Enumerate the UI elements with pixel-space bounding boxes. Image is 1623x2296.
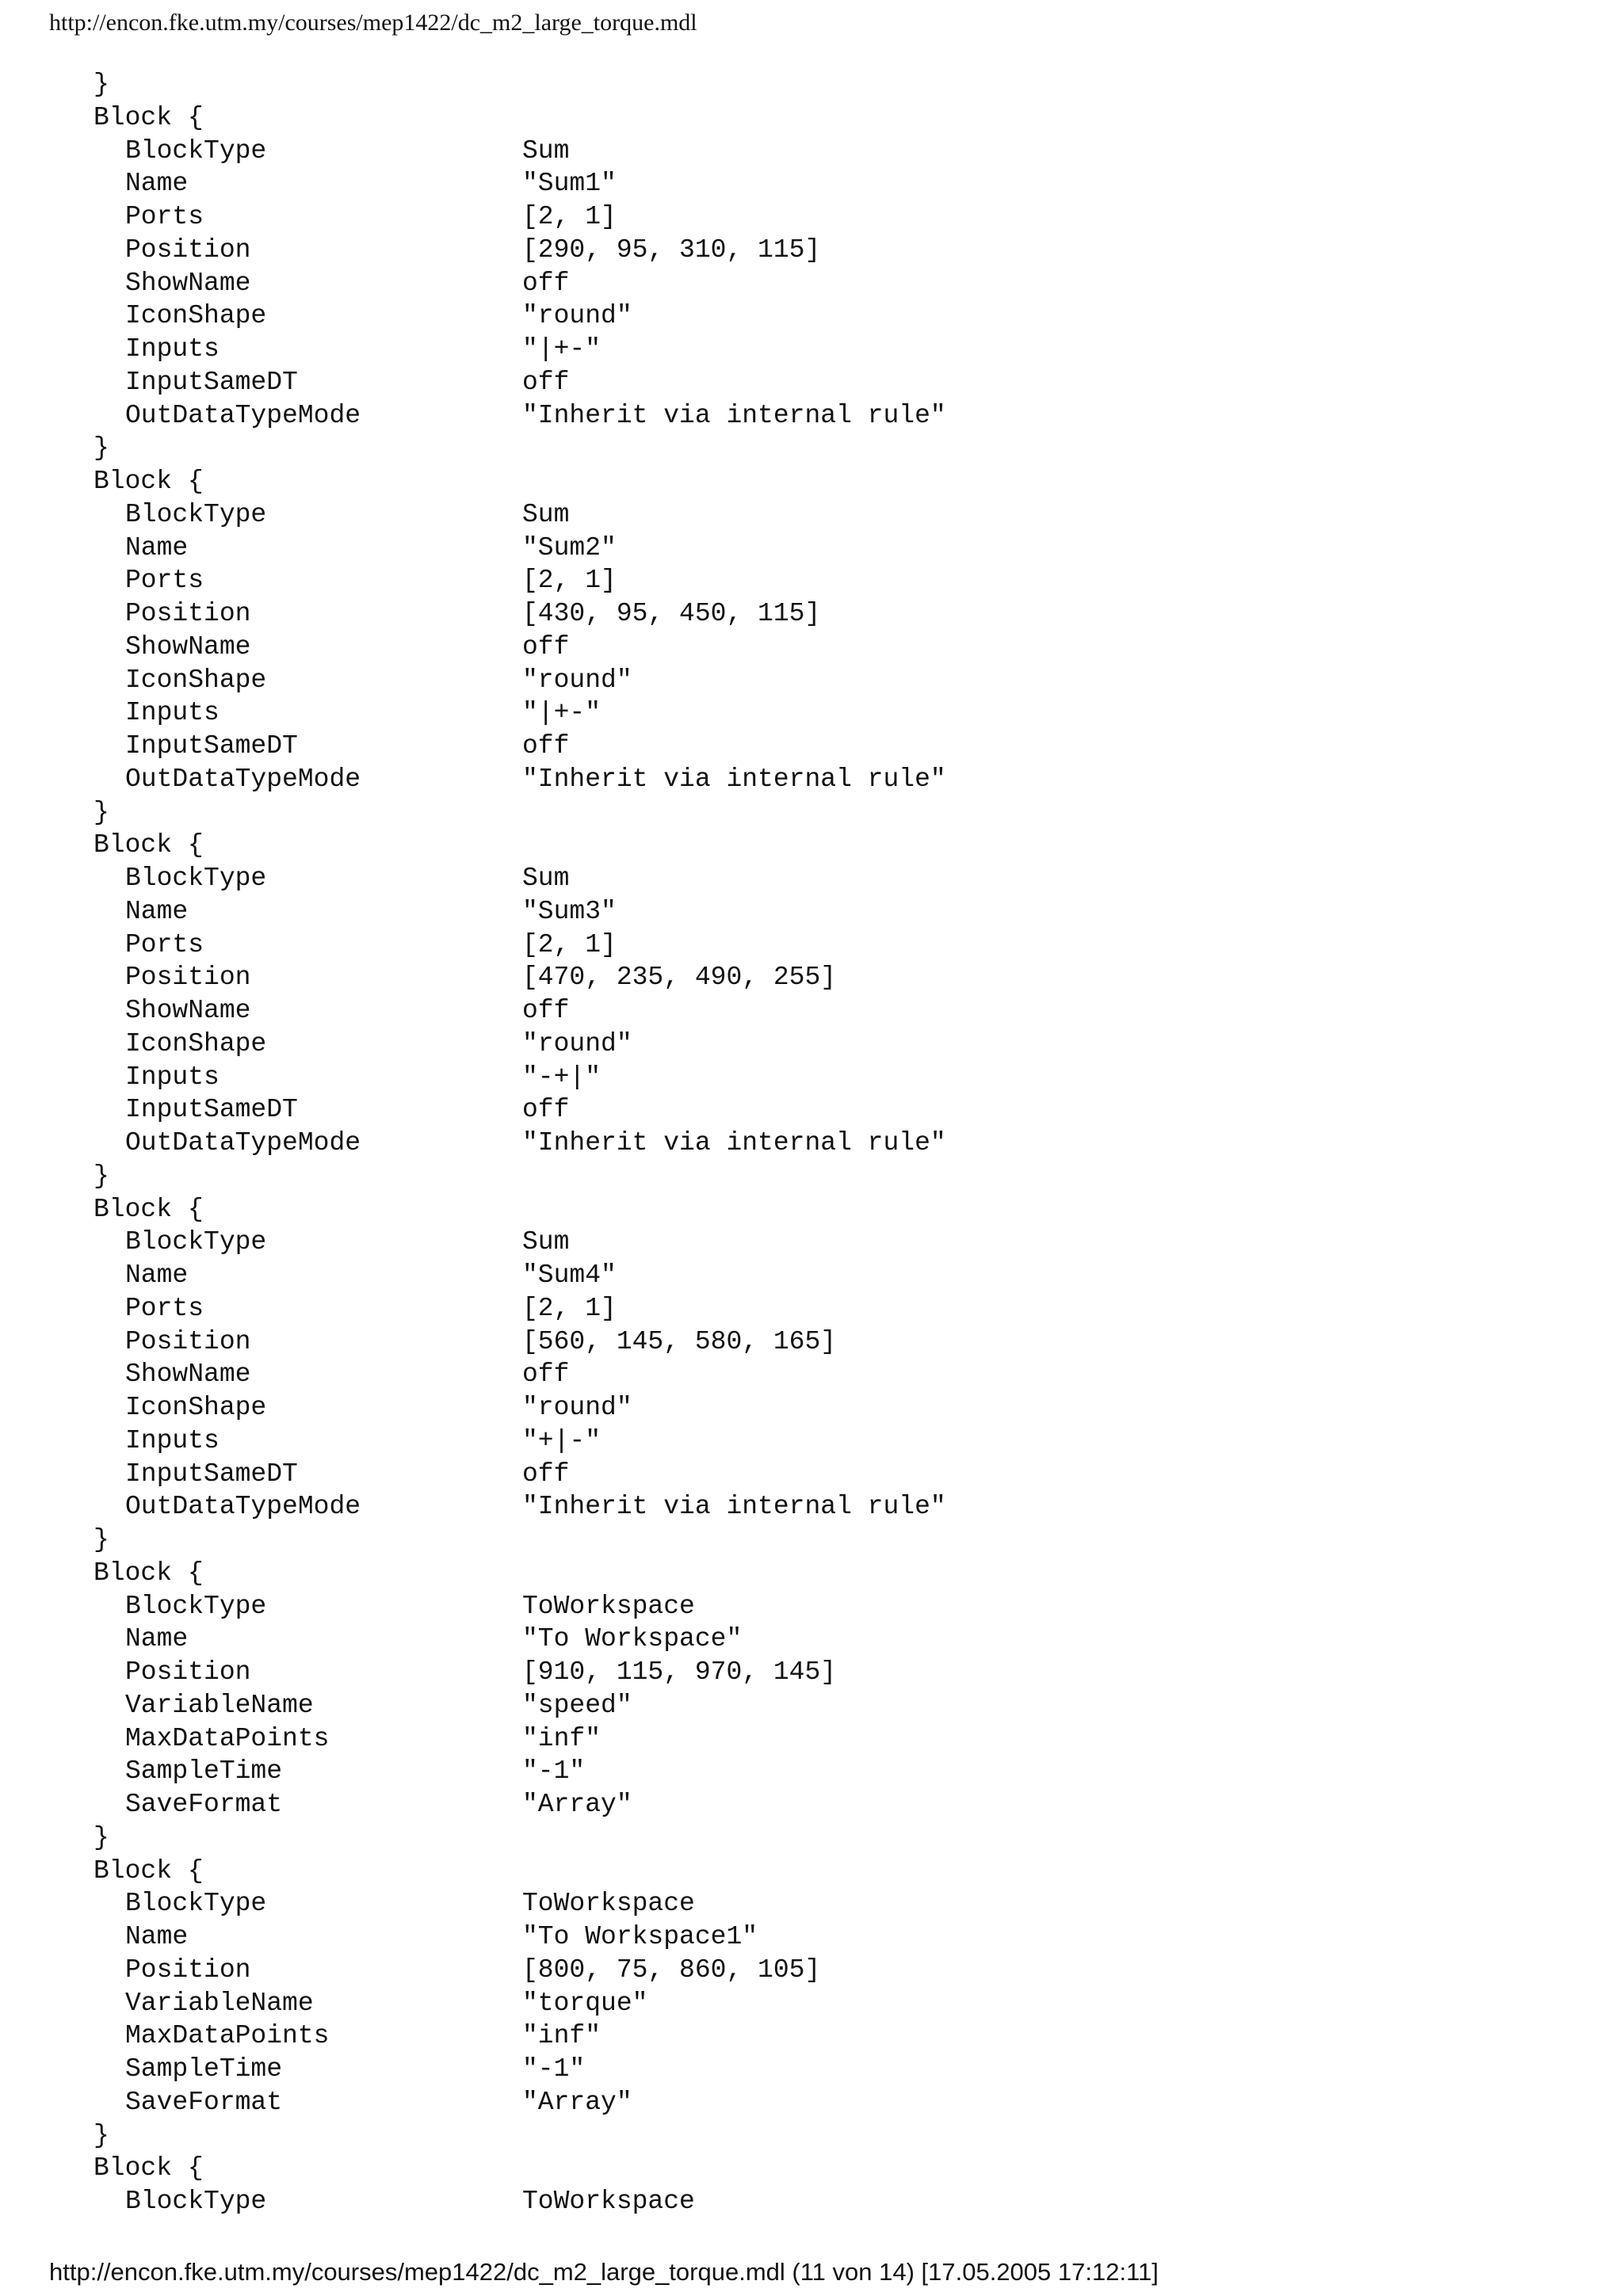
property-key: BlockType [125,2187,267,2216]
code-property-line [0,2086,1623,2119]
property-key: MaxDataPoints [125,1723,330,1753]
code-structure-line [0,2119,1623,2153]
property-value: [2, 1] [522,929,617,959]
property-key: IconShape [125,1393,267,1422]
code-property-line [0,862,1623,895]
property-value: [560, 145, 580, 165] [522,1326,837,1356]
code-property-line [0,1656,1623,1689]
code-property-line [0,1325,1623,1359]
property-key: OutDataTypeMode [125,764,361,794]
property-key: Ports [125,1293,204,1323]
property-value: [470, 235, 490, 255] [522,963,837,993]
code-token: Block { [94,830,204,860]
property-key: BlockType [125,499,267,529]
code-property-line [0,1391,1623,1425]
code-property-line [0,1127,1623,1160]
code-property-line [0,1987,1623,2020]
property-value: off [522,1360,570,1390]
property-value: off [522,731,570,761]
code-property-line [0,1358,1623,1391]
code-property-line [0,1722,1623,1756]
property-key: Inputs [125,698,220,728]
page-header-url: http://encon.fke.utm.my/courses/mep1422/dc_m2_large_torque.mdl [49,10,697,36]
code-structure-line [0,465,1623,498]
property-key: Position [125,235,251,265]
property-key: Position [125,599,251,628]
code-property-line [0,1887,1623,1920]
property-key: InputSameDT [125,367,298,397]
property-value: "torque" [522,1988,648,2018]
property-key: SaveFormat [125,1790,283,1819]
code-property-line [0,2053,1623,2086]
property-key: ShowName [125,268,251,298]
property-value: "Inherit via internal rule" [522,1128,946,1158]
property-value: "round" [522,301,632,331]
property-value: off [522,631,570,662]
property-value: off [522,1095,570,1125]
property-key: OutDataTypeMode [125,1492,361,1522]
code-property-line [0,1623,1623,1656]
code-property-line [0,299,1623,333]
code-structure-line [0,2152,1623,2185]
property-key: Name [125,896,189,926]
code-property-line [0,994,1623,1028]
property-value: off [522,268,570,298]
code-token: } [94,70,109,99]
property-key: Inputs [125,1062,220,1092]
code-structure-line [0,829,1623,862]
code-property-line [0,696,1623,730]
property-key: OutDataTypeMode [125,1128,361,1158]
property-key: IconShape [125,665,267,695]
page-footer: http://encon.fke.utm.my/courses/mep1422/dc_m2_large_torque.mdl (11 von 14) [17.05.2005 17:12:11] [49,2258,1159,2286]
code-structure-line [0,101,1623,135]
code-property-line [0,1259,1623,1292]
property-value: "Inherit via internal rule" [522,400,946,430]
code-token: } [94,433,109,463]
property-key: Name [125,532,189,563]
property-value: off [522,367,570,397]
code-structure-line [0,1855,1623,1888]
property-key: IconShape [125,1028,267,1058]
code-property-line [0,564,1623,597]
code-structure-line [0,68,1623,101]
property-value: "Sum3" [522,896,617,926]
code-token: } [94,1161,109,1191]
property-key: Inputs [125,1425,220,1455]
code-property-line [0,167,1623,200]
code-property-line [0,1954,1623,1987]
property-key: Name [125,169,189,199]
code-property-line [0,1028,1623,1061]
property-key: SampleTime [125,1756,283,1787]
code-structure-line [0,1193,1623,1226]
property-key: ShowName [125,1360,251,1390]
property-value: "speed" [522,1690,632,1720]
code-property-line [0,1788,1623,1821]
code-structure-line [0,796,1623,830]
property-key: Ports [125,929,204,959]
property-value: [2, 1] [522,566,617,596]
property-value: [430, 95, 450, 115] [522,599,821,628]
property-value: "To Workspace1" [522,1922,758,1951]
property-value: "Sum2" [522,532,617,563]
property-key: InputSameDT [125,1459,298,1489]
property-key: BlockType [125,135,267,166]
property-value: Sum [522,1227,570,1257]
property-value: "inf" [522,1723,601,1753]
property-key: Position [125,963,251,993]
code-property-line [0,1689,1623,1722]
code-property-line [0,730,1623,763]
property-value: Sum [522,135,570,166]
property-value: Sum [522,864,570,893]
code-listing [0,68,1623,2218]
code-property-line [0,1226,1623,1259]
code-structure-line [0,1821,1623,1855]
code-token: Block { [94,102,204,132]
property-value: "inf" [522,2021,601,2051]
property-value: "-1" [522,2054,586,2084]
code-property-line [0,333,1623,366]
code-property-line [0,1920,1623,1954]
code-token: } [94,2120,109,2150]
property-key: Inputs [125,334,220,364]
property-value: Sum [522,499,570,529]
code-property-line [0,961,1623,994]
code-property-line [0,200,1623,234]
code-structure-line [0,432,1623,465]
property-value: [800, 75, 860, 105] [522,1955,821,1985]
code-token: Block { [94,2153,204,2183]
property-key: IconShape [125,301,267,331]
property-value: "Array" [522,2087,632,2117]
property-key: SaveFormat [125,2087,283,2117]
code-token: Block { [94,1855,204,1886]
property-value: [910, 115, 970, 145] [522,1657,837,1687]
code-property-line [0,366,1623,399]
property-key: Position [125,1326,251,1356]
code-property-line [0,929,1623,962]
code-property-line [0,1292,1623,1325]
code-structure-line [0,1557,1623,1590]
property-value: "Sum4" [522,1261,617,1290]
code-property-line [0,895,1623,929]
code-property-line [0,597,1623,631]
property-value: off [522,1459,570,1489]
property-key: Name [125,1922,189,1951]
property-value: [2, 1] [522,202,617,231]
property-value: "-1" [522,1756,586,1787]
property-value: ToWorkspace [522,2187,695,2216]
property-key: Position [125,1955,251,1985]
property-key: Ports [125,566,204,596]
code-property-line [0,498,1623,532]
property-value: "To Workspace" [522,1624,743,1654]
property-key: InputSameDT [125,731,298,761]
property-value: "|+-" [522,698,601,728]
property-value: [290, 95, 310, 115] [522,235,821,265]
code-property-line [0,267,1623,300]
code-token: } [94,797,109,827]
property-key: Ports [125,202,204,231]
property-key: BlockType [125,864,267,893]
code-property-line [0,1590,1623,1623]
code-property-line [0,234,1623,267]
code-property-line [0,1490,1623,1524]
code-property-line [0,1061,1623,1094]
property-key: BlockType [125,1591,267,1621]
property-key: BlockType [125,1227,267,1257]
code-token: Block { [94,467,204,496]
property-value: "Array" [522,1790,632,1819]
property-value: "round" [522,665,632,695]
property-value: "Inherit via internal rule" [522,1492,946,1522]
code-property-line [0,135,1623,168]
code-property-line [0,1755,1623,1788]
property-value: "-+|" [522,1062,601,1092]
code-property-line [0,1458,1623,1491]
code-structure-line [0,1524,1623,1557]
code-property-line [0,1093,1623,1127]
property-key: InputSameDT [125,1095,298,1125]
property-key: BlockType [125,1889,267,1919]
code-property-line [0,631,1623,664]
code-property-line [0,2185,1623,2218]
property-value: [2, 1] [522,1293,617,1323]
property-value: "+|-" [522,1425,601,1455]
property-key: VariableName [125,1988,314,2018]
property-key: VariableName [125,1690,314,1720]
code-property-line [0,532,1623,565]
property-value: "|+-" [522,334,601,364]
property-value: "Sum1" [522,169,617,199]
property-key: Name [125,1624,189,1654]
code-token: Block { [94,1558,204,1588]
code-property-line [0,763,1623,796]
property-key: ShowName [125,631,251,662]
code-token: Block { [94,1194,204,1224]
code-property-line [0,664,1623,697]
property-key: SampleTime [125,2054,283,2084]
code-property-line [0,1425,1623,1458]
code-token: } [94,1525,109,1554]
property-key: ShowName [125,996,251,1025]
property-key: OutDataTypeMode [125,400,361,430]
property-key: Position [125,1657,251,1687]
property-value: ToWorkspace [522,1591,695,1621]
property-value: off [522,996,570,1025]
property-value: "Inherit via internal rule" [522,764,946,794]
property-value: "round" [522,1393,632,1422]
property-key: MaxDataPoints [125,2021,330,2051]
property-value: ToWorkspace [522,1889,695,1919]
code-property-line [0,2019,1623,2053]
property-key: Name [125,1261,189,1290]
property-value: "round" [522,1028,632,1058]
code-token: } [94,1822,109,1852]
code-structure-line [0,1160,1623,1193]
code-property-line [0,399,1623,433]
